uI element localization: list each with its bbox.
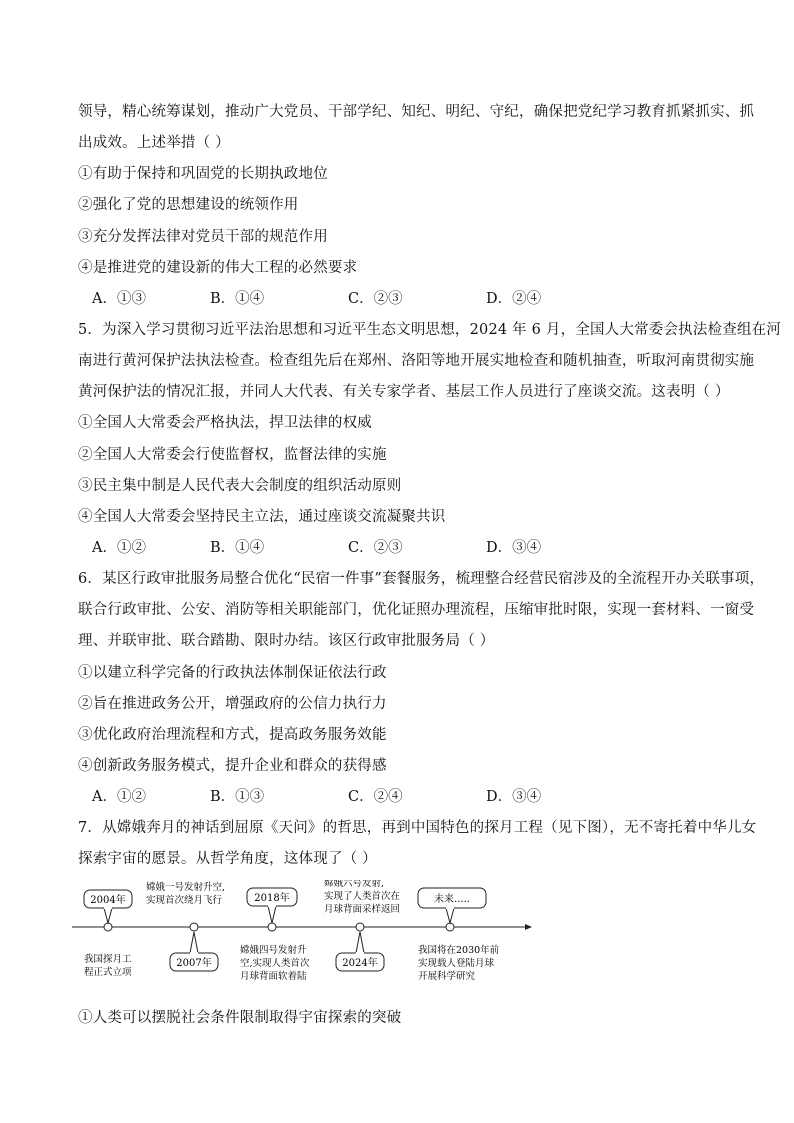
q5-option-d[interactable]: D．③④ (486, 540, 542, 556)
timeline-node-2024 (356, 923, 364, 931)
q6-statement-1: ①以建立科学完备的行政执法体制保证依法行政 (78, 665, 387, 681)
event-2024-line-3: 月球背面采样返回 (324, 904, 401, 915)
event-2004-line-1: 我国探月工 (84, 954, 132, 965)
q4-stem-line-2: 出成效。上述举措（ ） (78, 135, 230, 151)
q5-stem-line-1: 5．为深入学习贯彻习近平法治思想和习近平生态文明思想，2024 年 6 月，全国人大常委会执法检查组在河 (78, 322, 782, 338)
q4-statement-2: ②强化了党的思想建设的统领作用 (78, 197, 299, 213)
q5-statement-2: ②全国人大常委会行使监督权，监督法律的实施 (78, 447, 387, 463)
label-2004: 2004年 (90, 895, 126, 906)
bubble-2004-pointer (104, 908, 112, 923)
q6-statement-4: ④创新政务服务模式，提升企业和群众的获得感 (78, 758, 387, 774)
q4-option-b[interactable]: B．①④ (210, 291, 265, 307)
q7-statement-1: ①人类可以摆脱社会条件限制取得宇宙探索的突破 (78, 1010, 402, 1026)
event-2018-line-1: 嫦娥四号发射升 (240, 945, 307, 956)
bubble-2018-pointer (268, 906, 276, 923)
q6-option-a[interactable]: A．①② (92, 789, 146, 805)
timeline-node-2007 (190, 923, 198, 931)
event-2030-line-1: 我国将在2030年前 (418, 945, 500, 956)
q5-stem-line-3: 黄河保护法的情况汇报，并同人大代表、有关专家学者、基层工作人员进行了座谈交流。这表明（ ） (78, 384, 730, 400)
label-2018: 2018年 (254, 893, 290, 904)
q4-option-a[interactable]: A．①③ (92, 291, 146, 307)
q5-option-b[interactable]: B．①④ (210, 540, 265, 556)
event-2007-line-2: 实现首次绕月飞行 (146, 895, 223, 906)
q5-statement-4: ④全国人大常委会坚持民主立法，通过座谈交流凝聚共识 (78, 509, 446, 525)
q5-stem-line-2: 南进行黄河保护法执法检查。检查组先后在郑州、洛阳等地开展实地检查和随机抽查，听取河南贯彻实施 (78, 353, 755, 369)
bubble-future-pointer (446, 908, 454, 923)
lunar-program-timeline (70, 880, 540, 1000)
q4-option-d[interactable]: D．②④ (486, 291, 542, 307)
q6-stem-line-2: 联合行政审批、公安、消防等相关职能部门，优化证照办理流程，压缩审批时限，实现一套材料、一窗受 (78, 602, 755, 618)
event-2018-line-2: 空,实现人类首次 (240, 958, 310, 969)
q4-statement-1: ①有助于保持和巩固党的长期执政地位 (78, 166, 328, 182)
event-2007-line-1: 嫦娥一号发射升空, (146, 882, 226, 893)
q5-statement-3: ③民主集中制是人民代表大会制度的组织活动原则 (78, 478, 402, 494)
q5-option-c[interactable]: C．②③ (348, 540, 403, 556)
q6-statement-2: ②旨在推进政务公开，增强政府的公信力执行力 (78, 696, 387, 712)
q4-stem-line-1: 领导，精心统筹谋划，推动广大党员、干部学纪、知纪、明纪、守纪，确保把党纪学习教育抓紧抓实、抓 (78, 104, 755, 120)
q6-option-c[interactable]: C．②④ (348, 789, 403, 805)
label-2007: 2007年 (176, 958, 212, 969)
q6-stem-line-3: 理、并联审批、联合踏勘、限时办结。该区行政审批服务局（ ） (78, 633, 495, 649)
timeline-node-2018 (268, 923, 276, 931)
q5-option-a[interactable]: A．①② (92, 540, 146, 556)
event-2004-line-2: 程正式立项 (84, 967, 132, 978)
bubble-2024-pointer (356, 932, 364, 953)
q4-statement-3: ③充分发挥法律对党员干部的规范作用 (78, 229, 328, 245)
q7-stem-line-2: 探索宇宙的愿景。从哲学角度，这体现了（ ） (78, 851, 377, 867)
q6-option-d[interactable]: D．③④ (486, 789, 542, 805)
q6-statement-3: ③优化政府治理流程和方式，提高政务服务效能 (78, 727, 387, 743)
event-2024-line-1: 嫦娥六号发射, (324, 880, 385, 889)
q4-option-c[interactable]: C．②③ (348, 291, 403, 307)
event-2024-line-2: 实现了人类首次在 (324, 891, 401, 902)
event-2030-line-2: 实现载人登陆月球 (418, 958, 495, 969)
q5-statement-1: ①全国人大常委会严格执法，捍卫法律的权威 (78, 415, 372, 431)
event-2018-line-3: 月球背面软着陆 (240, 971, 307, 982)
event-2030-line-3: 开展科学研究 (418, 971, 476, 982)
timeline-arrow-icon (525, 924, 532, 930)
q6-option-b[interactable]: B．①③ (210, 789, 265, 805)
label-future: 未来..... (434, 894, 470, 905)
timeline-svg (70, 880, 540, 1000)
label-2024: 2024年 (342, 958, 378, 969)
q4-statement-4: ④是推进党的建设新的伟大工程的必然要求 (78, 260, 358, 276)
bubble-2007-pointer (190, 932, 198, 953)
q7-stem-line-1: 7．从嫦娥奔月的神话到屈原《天问》的哲思，再到中国特色的探月工程（见下图），无不寄托着中华儿女 (78, 820, 757, 836)
q6-stem-line-1: 6．某区行政审批服务局整合优化“民宿一件事”套餐服务，梳理整合经营民宿涉及的全流程开办关联事项， (78, 571, 765, 587)
